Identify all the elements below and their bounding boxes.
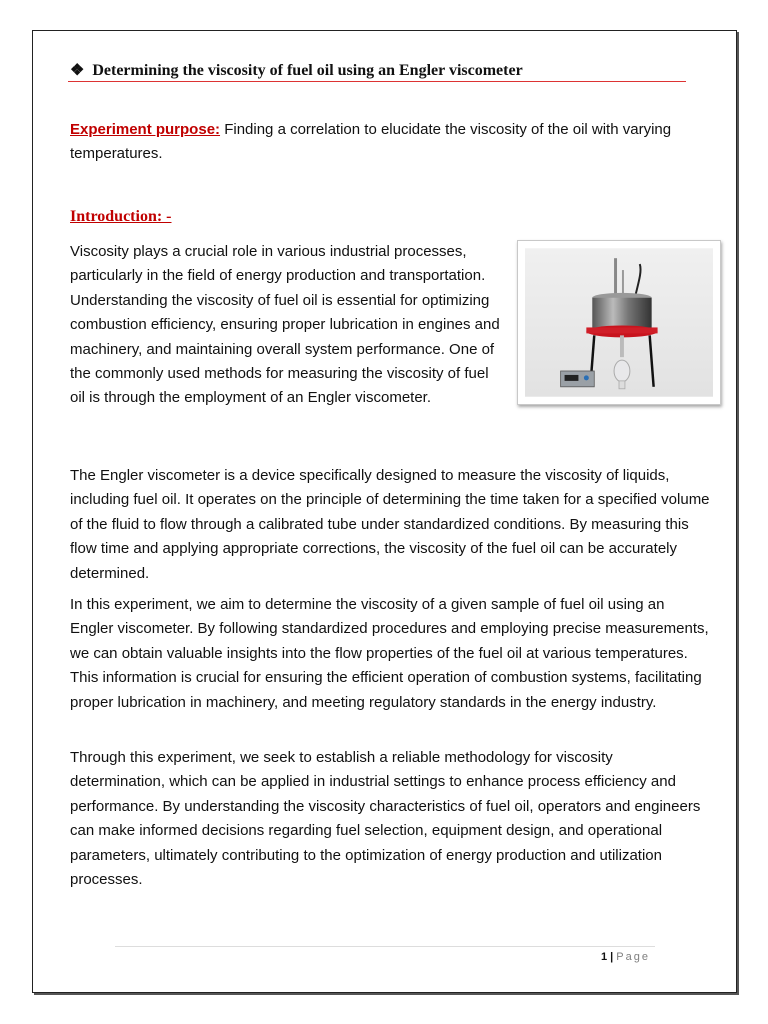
intro-paragraph-2: The Engler viscometer is a device specifically designed to measure the viscosity of liquids, including fuel oil. It operates on the principle of determining the time taken for a specified volume of the fluid to flow through a calibrated tube under standardized conditions. By measuring this flow time and applying appropriate corrections, the viscosity of the fuel oil can be accurately determined. (70, 467, 710, 582)
page-footer (560, 951, 650, 963)
page-label: Page (616, 951, 650, 963)
experiment-purpose (70, 118, 710, 166)
page-number: 1 (600, 951, 608, 963)
intro-paragraph-1: Viscosity plays a crucial role in various industrial processes, particularly in the field of energy production and transportation. Understanding the viscosity of fuel oil is essential for optimizing combustion efficiency, ensuring proper lubrication in engines and machinery, and maintaining overall system performance. One of the commonly used methods for measuring the viscosity of fuel oil is through the employment of an Engler viscometer. (70, 243, 500, 407)
title-underline (68, 81, 686, 82)
diamond-bullet-icon: ❖ (70, 62, 85, 79)
footer-divider (115, 946, 655, 947)
document-title (70, 60, 687, 80)
purpose-text: Finding a correlation to elucidate the viscosity of the oil with varying temperatures. (70, 121, 672, 162)
purpose-label: Experiment purpose: (70, 121, 221, 138)
engler-viscometer-figure (517, 240, 721, 405)
introduction-heading: Introduction: - (70, 208, 172, 225)
engler-viscometer-image (525, 248, 713, 397)
intro-paragraph-4: Through this experiment, we seek to establish a reliable methodology for viscosity determination, which can be applied in industrial settings to enhance process efficiency and performance. By understanding the viscosity characteristics of fuel oil, operators and engineers can make informed decisions regarding fuel selection, equipment design, and operational parameters, ultimately contributing to the optimization of energy production and utilization processes. (70, 749, 701, 889)
title-text: Determining the viscosity of fuel oil using an Engler viscometer (92, 62, 523, 79)
intro-paragraph-3: In this experiment, we aim to determine the viscosity of a given sample of fuel oil using an Engler viscometer. By following standardized procedures and employing precise measurements, we can obtain valuable insights into the flow properties of the fuel oil at various temperatures. This information is crucial for ensuring the efficient operation of combustion systems, facilitating proper lubrication in machinery, and meeting regulatory standards in the energy industry. (70, 596, 709, 711)
page-separator: | (607, 951, 617, 963)
